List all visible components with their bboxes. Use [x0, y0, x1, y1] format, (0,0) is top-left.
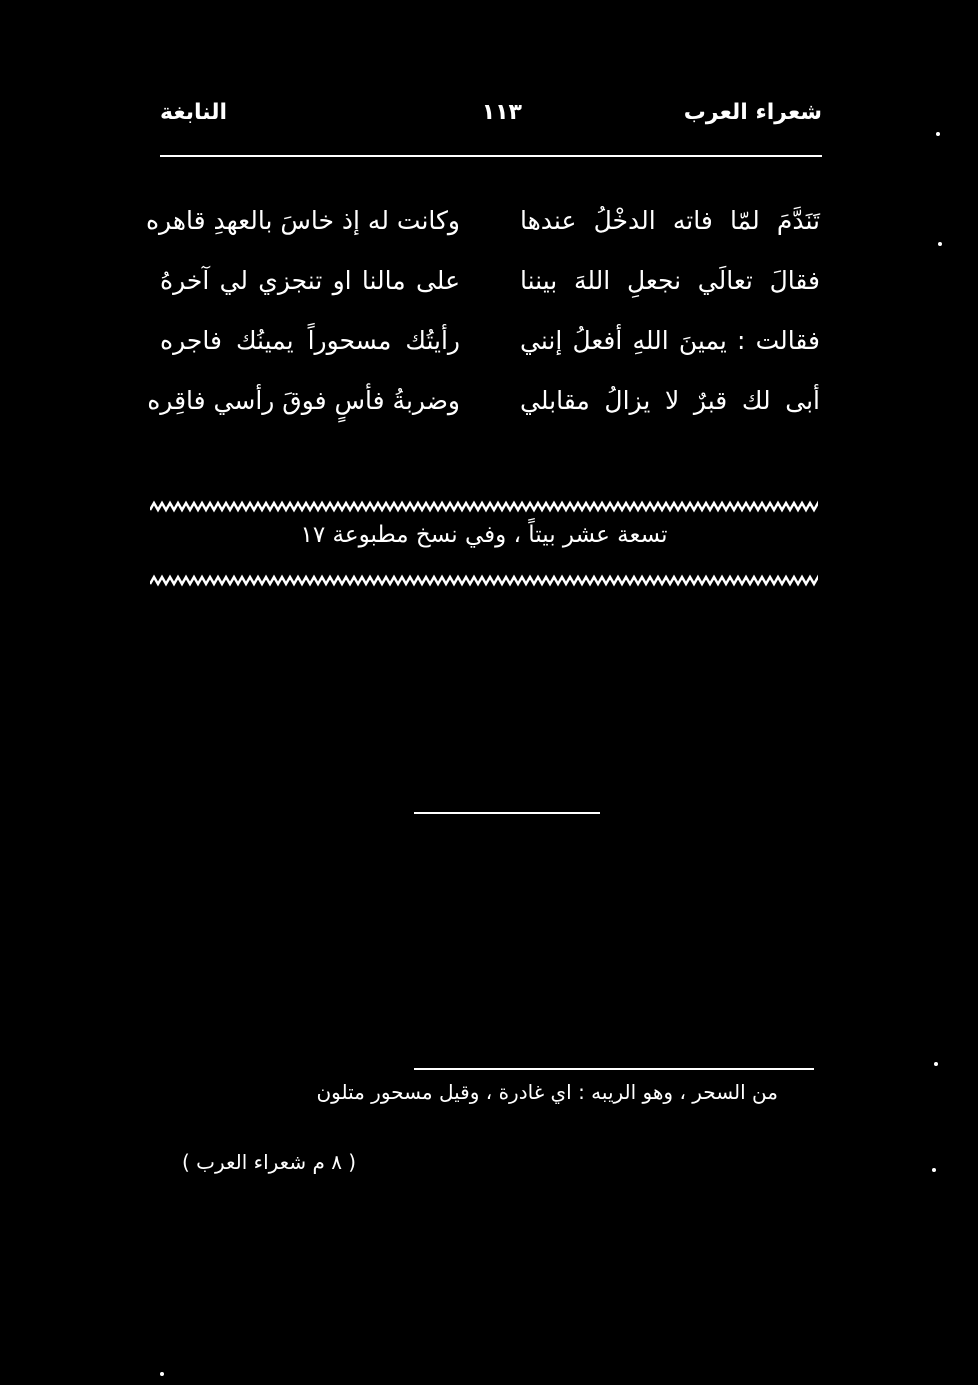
header-rule — [160, 155, 822, 157]
section-end-rule — [414, 812, 600, 814]
verse — [160, 310, 820, 370]
verse — [160, 250, 820, 310]
scan-speck — [934, 1062, 938, 1066]
verse-second-hemistich: على مالنا او تنجزي لي آخرهُ — [160, 265, 460, 295]
poem — [145, 190, 820, 430]
scan-speck — [160, 1372, 164, 1376]
verse-first-hemistich: أبى لك قبرٌ لا يزالُ مقابلي — [520, 385, 820, 415]
page-number: ١١٣ — [481, 100, 522, 125]
verse-second-hemistich: رأيتُك مسحوراً يمينُك فاجره — [160, 325, 460, 355]
verse-first-hemistich: تَنَدَّمَ لمّا فاته الدخْلُ عندها — [520, 205, 820, 235]
verse — [147, 370, 820, 430]
verse-second-hemistich: وضربةُ فأسٍ فوقَ رأسي فاقِره — [147, 385, 460, 415]
wavy-divider-bottom — [150, 574, 818, 588]
scan-speck — [938, 242, 942, 246]
verse-count-note: تسعة عشر بيتاً ، وفي نسخ مطبوعة ١٧ — [300, 522, 668, 548]
scan-speck — [936, 132, 940, 136]
verse — [145, 190, 820, 250]
verse-first-hemistich: فقالت : يمينَ اللهِ أفعلُ إنني — [520, 325, 820, 355]
signature-mark: ( ٨ م شعراء العرب ) — [182, 1150, 357, 1174]
footnote: من السحر ، وهو الريبه : اي غادرة ، وقيل مسحور متلون — [316, 1080, 778, 1104]
book-title: شعراء العرب — [683, 100, 822, 125]
verse-second-hemistich: وكانت له إذ خاسَ بالعهدِ قاهره — [145, 205, 460, 235]
wavy-divider-top — [150, 500, 818, 514]
poet-name: النابغة — [160, 100, 228, 125]
running-head — [160, 100, 822, 140]
footnote-rule — [414, 1068, 814, 1070]
verse-first-hemistich: فقالَ تعالَي نجعلِ اللهَ بيننا — [520, 265, 820, 295]
scan-speck — [932, 1168, 936, 1172]
